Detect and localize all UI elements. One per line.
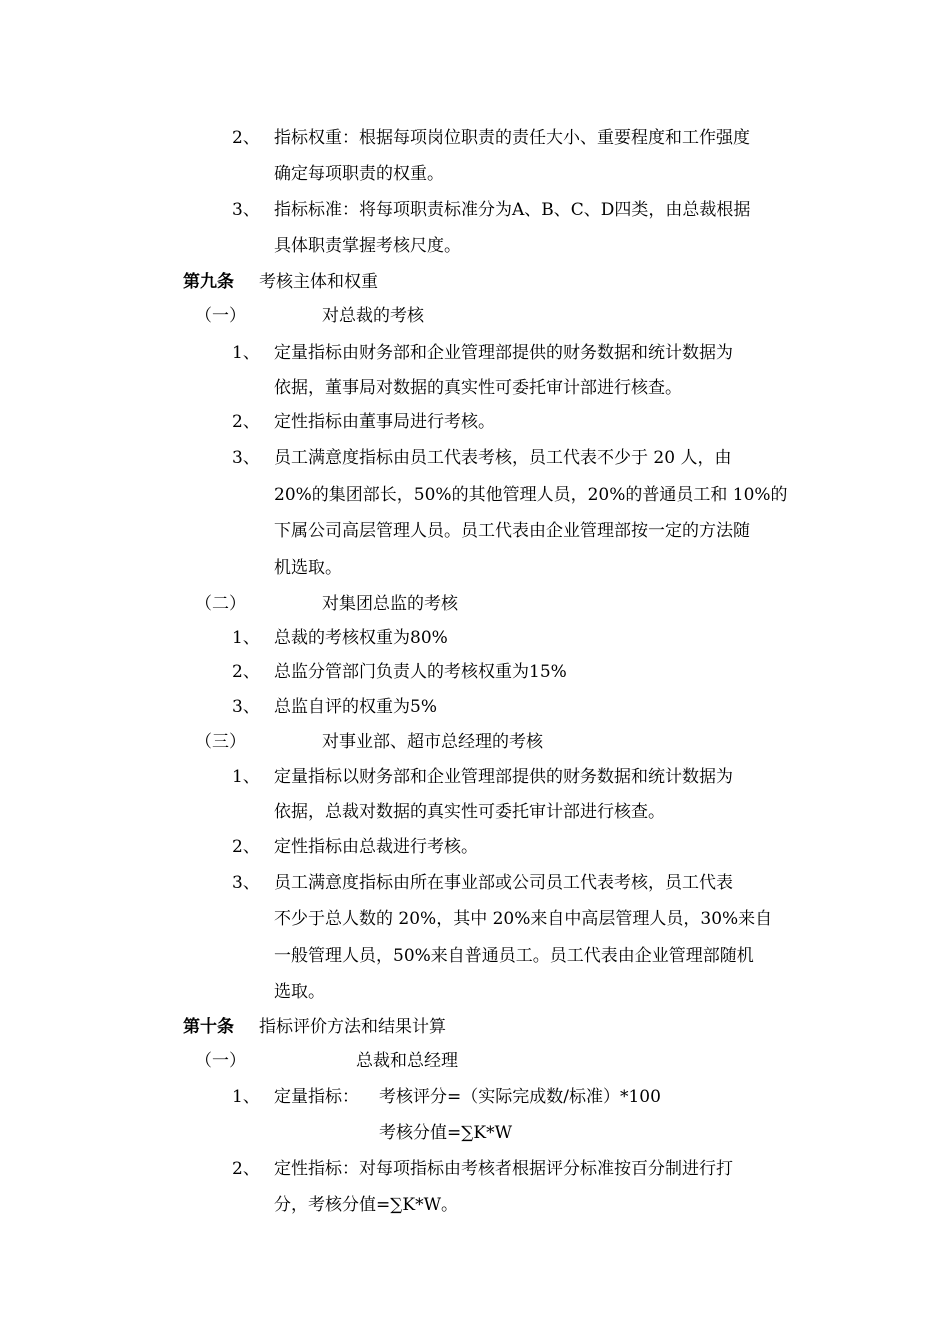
formula: 考核分值=∑K*W [379,1123,513,1143]
article-label: 第九条 [183,272,234,292]
article-title: 考核主体和权重 [259,272,378,292]
article-title: 指标评价方法和结果计算 [259,1017,446,1037]
article-label: 第十条 [183,1017,234,1037]
formula: 考核评分=（实际完成数/标准）*100 [379,1087,661,1107]
